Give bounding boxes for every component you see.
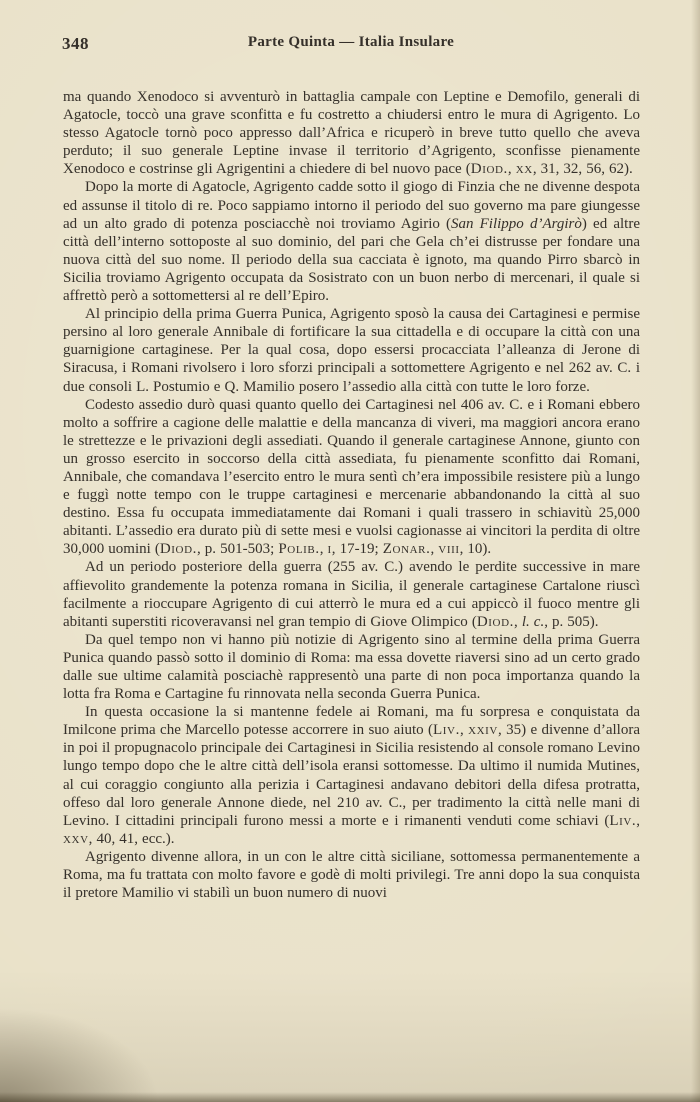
paragraph — [63, 631, 640, 703]
paragraph — [63, 396, 640, 559]
text-run: , 17-19; — [331, 541, 383, 558]
body-text — [63, 88, 640, 902]
smallcaps-citation: Liv. — [609, 812, 637, 829]
text-run: , — [459, 722, 469, 739]
text-run: , 10). — [459, 541, 492, 558]
paragraph — [63, 558, 640, 630]
paragraph — [63, 703, 640, 848]
text-run: , — [636, 812, 640, 829]
text-run: , p. 505). — [544, 613, 599, 630]
smallcaps-citation: xxv — [63, 830, 89, 847]
text-run: , — [430, 541, 439, 558]
text-run: , — [507, 161, 516, 178]
smallcaps-citation: viii — [438, 541, 460, 558]
text-run: ) ed altre città dell’interno sottoposte al suo dominio, del pari che Gela ch’ei distrusse per fondare una nuova città del suo nome. Il periodo della sua cacciata è ignoto, ma quando Pirro sbarcò in Sicilia troviamo Agrigento occupata da Sosistrato con un buon nerbo di mercenari, il quale si affrettò però a sottomettersi al re dell’Epiro. — [63, 215, 640, 305]
smallcaps-citation: Diod. — [470, 161, 508, 178]
text-run: , 40, 41, ecc.). — [88, 830, 175, 847]
italic-text: l. c. — [521, 613, 545, 630]
text-run: Dopo la morte di Agatocle, Agrigento cadde sotto il giogo di Finzia che ne divenne despota ed assunse il titolo di re. Poco sappiamo intorno il periodo del suo governo ma pare giungesse ad un alto grado di potenza posciacchè noi troviamo Agirio ( — [63, 179, 640, 232]
page-edge-shadow-bottom — [0, 1092, 700, 1102]
text-run: Al principio della prima Guerra Punica, Agrigento sposò la causa dei Cartaginesi e permise persino al loro generale Annibale di fortificare la sua cittadella e di occupare la città con una guarnigione cartaginese. Per la qual cosa, dopo essersi procacciata l’alleanza di Jerone di Siracusa, i Romani rivolsero i loro sforzi principali a sottomettere Agrigento e nel 262 av. C. i due consoli L. Postumio e Q. Mamilio posero l’assedio alla città con tutte le loro forze. — [63, 306, 640, 395]
smallcaps-citation: xx — [515, 161, 533, 178]
text-run: Codesto assedio durò quasi quanto quello dei Cartaginesi nel 406 av. C. e i Romani ebbero molto a soffrire a cagione delle malattie e della mancanza di viveri, ma maggiori ancora erano le strettezze e le privazioni degli assediati. Quando il generale cartaginese Annone, giunto con un grosso esercito in soccorso della città assediata, fu pienamente sconfitto dai Romani, Annibale, che comandava l’esercito entro le mura sentì ch’era impossibile resistere più a lungo e fuggì notte tempo con le truppe cartaginesi e mercenarie abbandonando la città al suo destino. Essa fu occupata immediatamente dai Romani i quali trassero in schiavitù 25,000 abitanti. L’assedio era durato più di sette mesi e vuolsi cagionasse ai vincitori la perdita di oltre 30,000 uomini ( — [63, 396, 640, 558]
smallcaps-citation: Diod. — [159, 541, 197, 558]
paragraph — [63, 178, 640, 305]
text-run: , 31, 32, 56, 62). — [532, 161, 633, 178]
paragraph — [63, 848, 640, 902]
page-corner-shadow — [0, 1007, 160, 1102]
text-run: In questa occasione la si mantenne fedele ai Romani, ma fu sorpresa e conquistata da Imilcone prima che Marcello potesse accorrere in suo aiuto ( — [63, 704, 640, 739]
text-run: , p. 501-503; — [197, 541, 279, 558]
page-number: 348 — [62, 34, 89, 53]
text-run: , — [319, 541, 328, 558]
smallcaps-citation: Zonar. — [382, 541, 431, 558]
paragraph — [63, 305, 640, 395]
paragraph — [63, 88, 640, 178]
smallcaps-citation: xxiv — [468, 722, 498, 739]
text-run: ma quando Xenodoco si avventurò in battaglia campale con Leptine e Demofilo, generali di Agatocle, toccò una grave sconfitta e fu costretto a chiudersi entro le mura di Agrigento. Lo stesso Agatocle tornò poco appresso dall’Africa e ricuperò in breve tutto quello che aveva perduto; il suo generale Leptine invase il territorio d’Agrigento, sconfisse pienamente Xenodoco e costrinse gli Agrigentini a chiedere di bel nuovo pace ( — [63, 89, 640, 178]
smallcaps-citation: Liv. — [433, 722, 460, 739]
text-run: Ad un periodo posteriore della guerra (255 av. C.) avendo le perdite successive in mare affievolito grandemente la potenza romana in Sicilia, il generale cartaginese Cartalone riuscì facilmente a rioccupare Agrigento di cui atterrò le mura ed a cui appiccò il fuoco mentre gli abitanti superstiti ricoveravansi nel gran tempio di Giove Olimpico ( — [63, 559, 640, 630]
italic-text: San Filippo d’Argirò — [451, 215, 582, 232]
smallcaps-citation: Polib. — [278, 541, 320, 558]
running-title: Parte Quinta — Italia Insulare — [247, 34, 455, 50]
text-run: Agrigento divenne allora, in un con le altre città siciliane, sottomessa permanentemente a Roma, ma fu trattata con molto favore e godè di molti privilegi. Tre anni dopo la sua conquista il pretore Mamilio vi stabilì un buon numero di nuovi — [63, 848, 640, 902]
page-edge-shadow-right — [691, 0, 700, 1102]
text-run: , — [514, 613, 522, 630]
smallcaps-citation: Diod. — [476, 613, 514, 630]
page-header — [62, 34, 640, 56]
text-run: Da quel tempo non vi hanno più notizie di Agrigento sino al termine della prima Guerra Punica quando passò sotto il dominio di Roma: ma essa dovette riaversi sino ad un certo grado dalle sue ultime calamità posciachè rappresentò una parte di non poca importanza quando la lotta fra Roma e Cartagine fu rinnovata nella seconda Guerra Punica. — [63, 631, 640, 703]
text-run: , 35) e divenne d’allora in poi il propugnacolo principale dei Cartaginesi in Sicilia resistendo al console romano Levino lungo tempo dopo che le altre città dell’isola eransi sottomesse. Da ultimo il numida Mutines, al cui coraggio congiunto alla perizia i Cartaginesi andavano debitori della difesa protratta, offeso dal loro generale Annone diede, nel 210 av. C., per tradimento la città nelle mani di Levino. I cittadini principali furono messi a morte e i rimanenti venduti come schiavi ( — [63, 722, 640, 829]
smallcaps-citation: i — [327, 541, 332, 558]
